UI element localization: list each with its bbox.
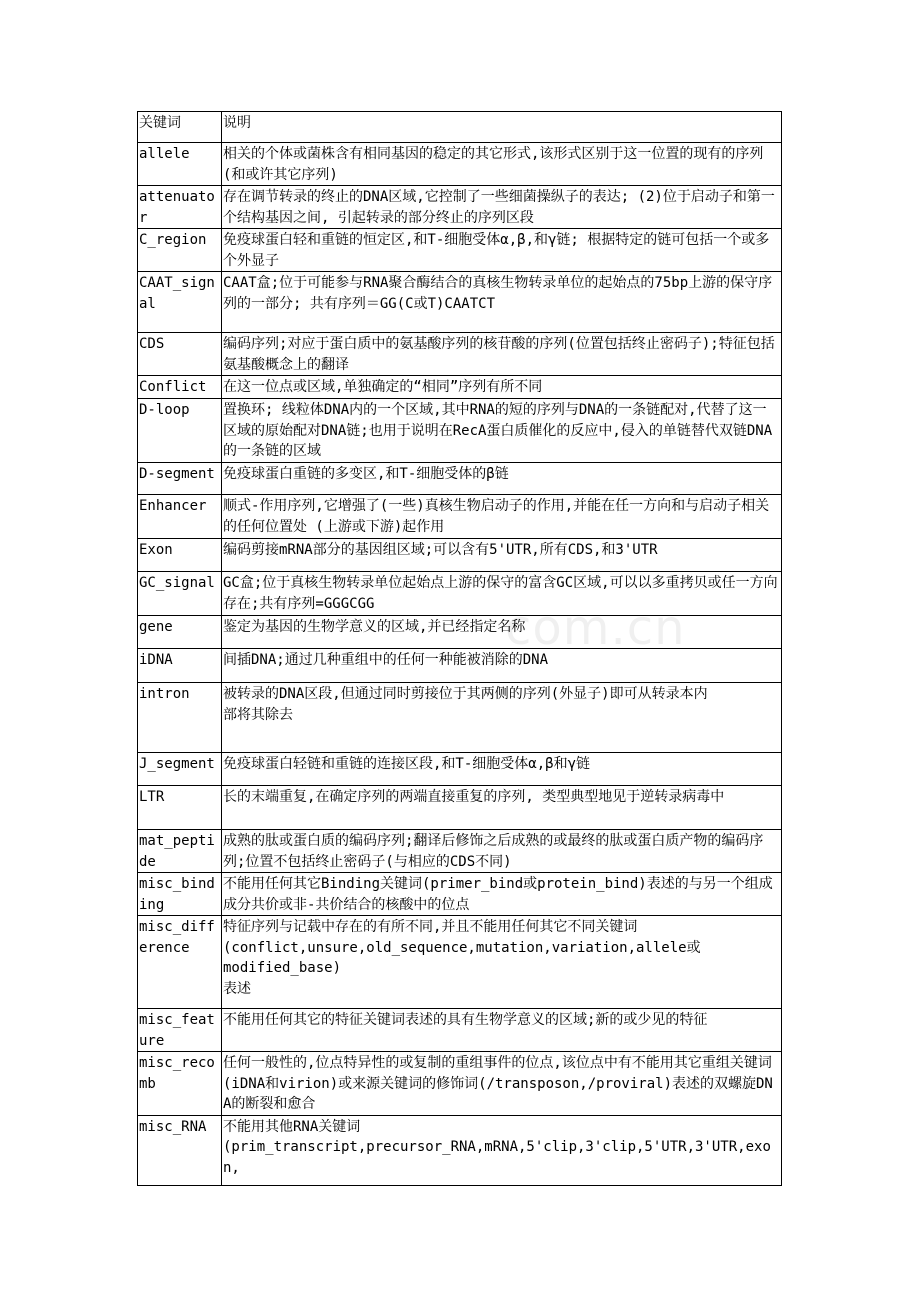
description-cell: 长的末端重复,在确定序列的两端直接重复的序列, 类型典型地见于逆转录病毒中 <box>222 786 782 830</box>
table-row <box>138 1052 782 1116</box>
description-cell: 特征序列与记载中存在的有所不同,并且不能用任何其它不同关键词 (conflict,unsure,old_sequence,mutation,variation,allele或 modified_base) 表述 <box>222 916 782 1009</box>
keyword-cell: J_segment <box>138 753 222 786</box>
description-cell: GC盒;位于真核生物转录单位起始点上游的保守的富含GC区域,可以以多重拷贝或任一方向存在;共有序列=GGGCGG <box>222 572 782 616</box>
keyword-cell: iDNA <box>138 649 222 683</box>
watermark: com.cn <box>505 600 686 656</box>
keyword-cell: D-segment <box>138 463 222 495</box>
keyword-cell: misc_difference <box>138 916 222 1009</box>
table-row <box>138 683 782 753</box>
description-cell: 置换环; 线粒体DNA内的一个区域,其中RNA的短的序列与DNA的一条链配对,代替了这一区域的原始配对DNA链;也用于说明在RecA蛋白质催化的反应中,侵入的单链替代双链DNA的一条链的区域 <box>222 399 782 463</box>
table-row <box>138 272 782 333</box>
table-row <box>138 143 782 186</box>
description-cell: 鉴定为基因的生物学意义的区域,并已经指定名称 <box>222 616 782 649</box>
keyword-cell: GC_signal <box>138 572 222 616</box>
table-row <box>138 873 782 916</box>
keyword-cell: attenuator <box>138 186 222 229</box>
keyword-cell: misc_RNA <box>138 1115 222 1185</box>
table-row <box>138 376 782 399</box>
keyword-cell: gene <box>138 616 222 649</box>
keyword-cell: Enhancer <box>138 495 222 539</box>
table-row <box>138 830 782 873</box>
description-cell: 被转录的DNA区段,但通过同时剪接位于其两侧的序列(外显子)即可从转录本内 部将其除去 <box>222 683 782 753</box>
header-desc: 说明 <box>222 112 782 143</box>
description-cell: 不能用任何其它的特征关键词表述的具有生物学意义的区域;新的或少见的特征 <box>222 1009 782 1052</box>
description-cell: 存在调节转录的终止的DNA区域,它控制了一些细菌操纵子的表达; (2)位于启动子和第一个结构基因之间, 引起转录的部分终止的序列区段 <box>222 186 782 229</box>
header-key: 关键词 <box>138 112 222 143</box>
table-row <box>138 399 782 463</box>
table-row <box>138 539 782 572</box>
table-row <box>138 333 782 376</box>
description-cell: 编码剪接mRNA部分的基因组区域;可以含有5'UTR,所有CDS,和3'UTR <box>222 539 782 572</box>
description-cell: 免疫球蛋白轻链和重链的连接区段,和T-细胞受体α,β和γ链 <box>222 753 782 786</box>
keyword-cell: misc_feature <box>138 1009 222 1052</box>
table-row <box>138 229 782 272</box>
keyword-cell: mat_peptide <box>138 830 222 873</box>
keyword-cell: intron <box>138 683 222 753</box>
keyword-cell: Conflict <box>138 376 222 399</box>
table-row <box>138 572 782 616</box>
description-cell: 成熟的肽或蛋白质的编码序列;翻译后修饰之后成熟的或最终的肽或蛋白质产物的编码序列;位置不包括终止密码子(与相应的CDS不同) <box>222 830 782 873</box>
description-cell: 任何一般性的,位点特异性的或复制的重组事件的位点,该位点中有不能用其它重组关键词(iDNA和virion)或来源关键词的修饰词(/transposon,/proviral)表述的双螺旋DNA的断裂和愈合 <box>222 1052 782 1116</box>
table-row <box>138 495 782 539</box>
keyword-cell: allele <box>138 143 222 186</box>
keyword-cell: CDS <box>138 333 222 376</box>
keyword-cell: CAAT_signal <box>138 272 222 333</box>
table-row <box>138 616 782 649</box>
table-row <box>138 649 782 683</box>
description-cell: 在这一位点或区域,单独确定的“相同”序列有所不同 <box>222 376 782 399</box>
keyword-cell: C_region <box>138 229 222 272</box>
table-row <box>138 916 782 1009</box>
table-row <box>138 1115 782 1185</box>
table-row <box>138 753 782 786</box>
description-cell: 间插DNA;通过几种重组中的任何一种能被消除的DNA <box>222 649 782 683</box>
keyword-cell: misc_recomb <box>138 1052 222 1116</box>
keyword-cell: Exon <box>138 539 222 572</box>
table-row <box>138 1009 782 1052</box>
table-row <box>138 786 782 830</box>
description-cell: 不能用任何其它Binding关键词(primer_bind或protein_bind)表述的与另一个组成成分共价或非-共价结合的核酸中的位点 <box>222 873 782 916</box>
keyword-cell: misc_binding <box>138 873 222 916</box>
description-cell: 免疫球蛋白轻和重链的恒定区,和T-细胞受体α,β,和γ链; 根据特定的链可包括一个或多个外显子 <box>222 229 782 272</box>
keyword-cell: D-loop <box>138 399 222 463</box>
keyword-cell: LTR <box>138 786 222 830</box>
description-cell: 顺式-作用序列,它增强了(一些)真核生物启动子的作用,并能在任一方向和与启动子相关的任何位置处 (上游或下游)起作用 <box>222 495 782 539</box>
table-row <box>138 463 782 495</box>
description-cell: 编码序列;对应于蛋白质中的氨基酸序列的核苷酸的序列(位置包括终止密码子);特征包括氨基酸概念上的翻译 <box>222 333 782 376</box>
table-row <box>138 186 782 229</box>
keyword-table <box>137 111 782 1186</box>
description-cell: 不能用其他RNA关键词 (prim_transcript,precursor_RNA,mRNA,5'clip,3'clip,5'UTR,3'UTR,exon, <box>222 1115 782 1185</box>
description-cell: 免疫球蛋白重链的多变区,和T-细胞受体的β链 <box>222 463 782 495</box>
description-cell: 相关的个体或菌株含有相同基因的稳定的其它形式,该形式区别于这一位置的现有的序列(和或许其它序列) <box>222 143 782 186</box>
description-cell: CAAT盒;位于可能参与RNA聚合酶结合的真核生物转录单位的起始点的75bp上游的保守序列的一部分; 共有序列＝GG(C或T)CAATCT <box>222 272 782 333</box>
table-header-row <box>138 112 782 143</box>
